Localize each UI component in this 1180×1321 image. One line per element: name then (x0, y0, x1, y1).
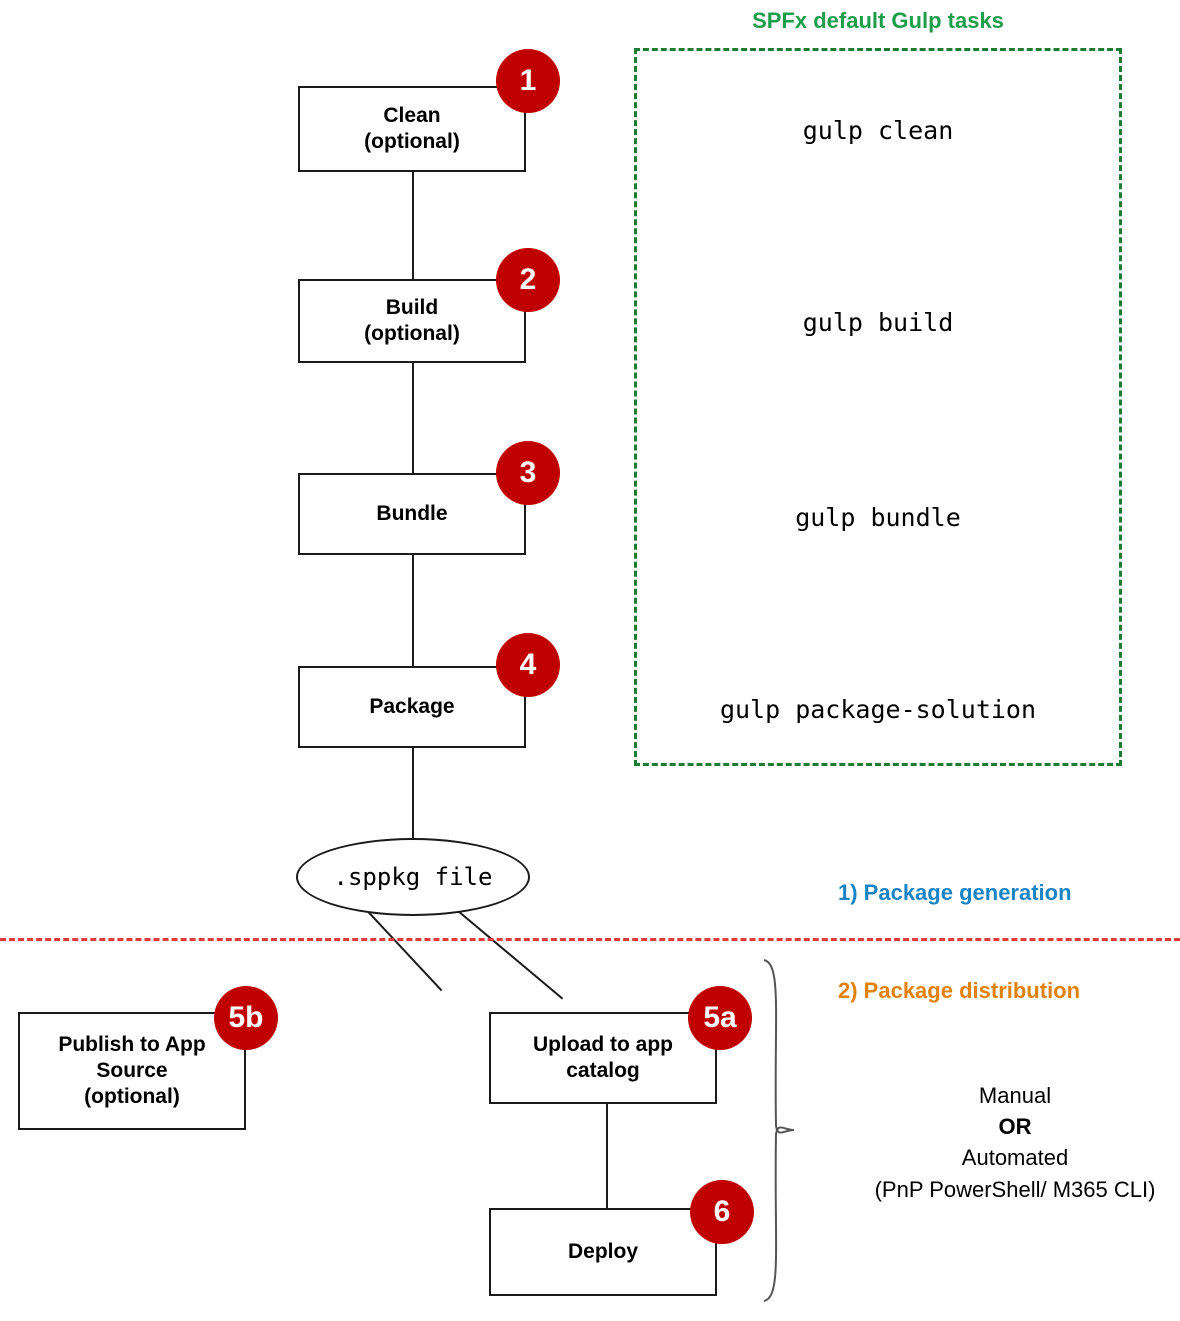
node-clean (298, 86, 526, 172)
distribution-note (850, 1080, 1180, 1205)
connector-bundle-package (412, 552, 414, 670)
distribution-note-line4: (PnP PowerShell/ M365 CLI) (874, 1176, 1156, 1202)
gulp-command-clean: gulp clean (802, 116, 954, 145)
grouping-brace-icon (758, 958, 798, 1303)
badge-1: 1 (496, 49, 560, 113)
badge-3: 3 (496, 441, 560, 505)
node-upload-app-catalog (489, 1012, 717, 1104)
gulp-tasks-group-box (634, 48, 1122, 766)
connector-sppkg-publish (365, 908, 443, 991)
gulp-command-package-solution: gulp package-solution (719, 695, 1037, 724)
badge-6: 6 (690, 1180, 754, 1244)
connector-upload-deploy (606, 1102, 608, 1208)
badge-4: 4 (496, 633, 560, 697)
node-package (298, 666, 526, 748)
badge-5a: 5a (688, 986, 752, 1050)
gulp-command-bundle: gulp bundle (795, 503, 961, 532)
distribution-note-line2: OR (998, 1114, 1032, 1140)
node-publish-app-source (18, 1012, 246, 1130)
phase-divider (0, 938, 1180, 941)
connector-clean-build (412, 170, 414, 286)
phase-label-package-distribution: 2) Package distribution (838, 978, 1081, 1003)
artifact-sppkg-label: .sppkg file (333, 863, 493, 891)
node-clean-label: Clean (optional) (364, 103, 460, 153)
badge-2: 2 (496, 248, 560, 312)
artifact-sppkg-file (296, 838, 530, 916)
node-build (298, 279, 526, 363)
node-bundle-label: Bundle (376, 501, 448, 525)
node-publish-app-source-label: Publish to App Source (optional) (58, 1032, 206, 1109)
node-deploy (489, 1208, 717, 1296)
distribution-note-line3: Automated (961, 1145, 1069, 1171)
gulp-tasks-group-title: SPFx default Gulp tasks (752, 8, 1004, 33)
node-bundle (298, 473, 526, 555)
badge-5b: 5b (214, 986, 278, 1050)
connector-sppkg-upload (455, 908, 564, 1000)
node-package-label: Package (369, 694, 455, 718)
node-deploy-label: Deploy (567, 1239, 638, 1263)
distribution-note-line1: Manual (978, 1083, 1052, 1108)
phase-label-package-generation: 1) Package generation (838, 880, 1072, 905)
connector-build-bundle (412, 360, 414, 478)
gulp-command-build: gulp build (802, 308, 954, 337)
node-build-label: Build (optional) (364, 295, 460, 345)
node-upload-app-catalog-label: Upload to app catalog (533, 1032, 673, 1082)
